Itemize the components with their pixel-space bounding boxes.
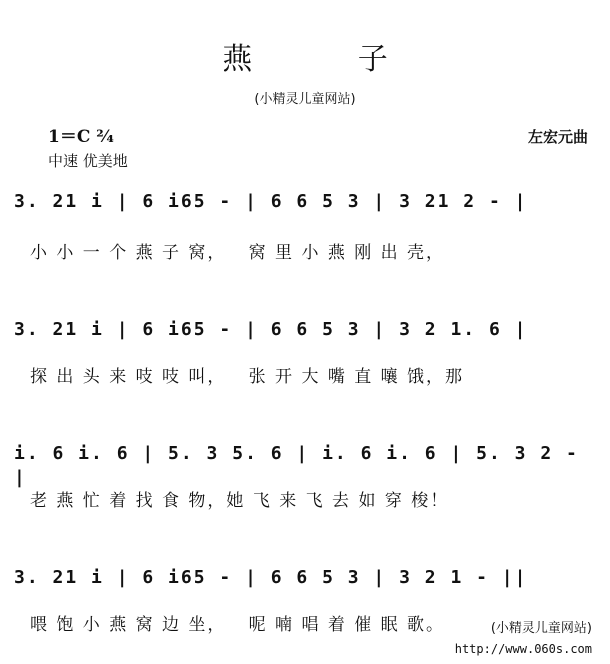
notation-text: 3. 21 i | 6 i65 - | 6 6 5 3 | 3 21 2 - | <box>14 191 528 212</box>
lyrics-line-2: 探 出 头 来 吱 吱 叫， 张 开 大 嘴 直 嚷 饿，那 <box>30 367 465 387</box>
lyrics-line-1: 小 小 一 个 燕 子 窝， 窝 里 小 燕 刚 出 壳， <box>30 243 446 263</box>
notation-line-4 <box>0 566 610 606</box>
tempo-marking: 中速 优美地 <box>48 152 128 170</box>
notation-text: 3. 21 i | 6 i65 - | 6 6 5 3 | 3 2 1 - || <box>14 567 528 588</box>
composer-credit: 左宏元曲 <box>528 128 589 146</box>
key-signature: 1＝C ²⁄₄ <box>48 127 115 147</box>
footer-source: (小精灵儿童网站) <box>490 621 592 636</box>
notation-text: i. 6 i. 6 | 5. 3 5. 6 | i. 6 i. 6 | 5. 3 2 - | <box>14 443 579 488</box>
notation-text: 3. 21 i | 6 i65 - | 6 6 5 3 | 3 2 1. 6 | <box>14 319 528 340</box>
source-note: (小精灵儿童网站) <box>254 92 356 107</box>
notation-line-1 <box>0 190 610 230</box>
lyrics-line-4: 喂 饱 小 燕 窝 边 坐， 呢 喃 唱 着 催 眠 歌。 <box>30 615 446 635</box>
song-title: 燕 子 <box>222 42 436 77</box>
lyrics-line-3: 老 燕 忙 着 找 食 物，她 飞 来 飞 去 如 穿 梭！ <box>30 491 450 511</box>
footer-url: http://www.060s.com <box>454 642 592 656</box>
notation-line-3 <box>0 442 610 488</box>
notation-line-2 <box>0 318 610 358</box>
